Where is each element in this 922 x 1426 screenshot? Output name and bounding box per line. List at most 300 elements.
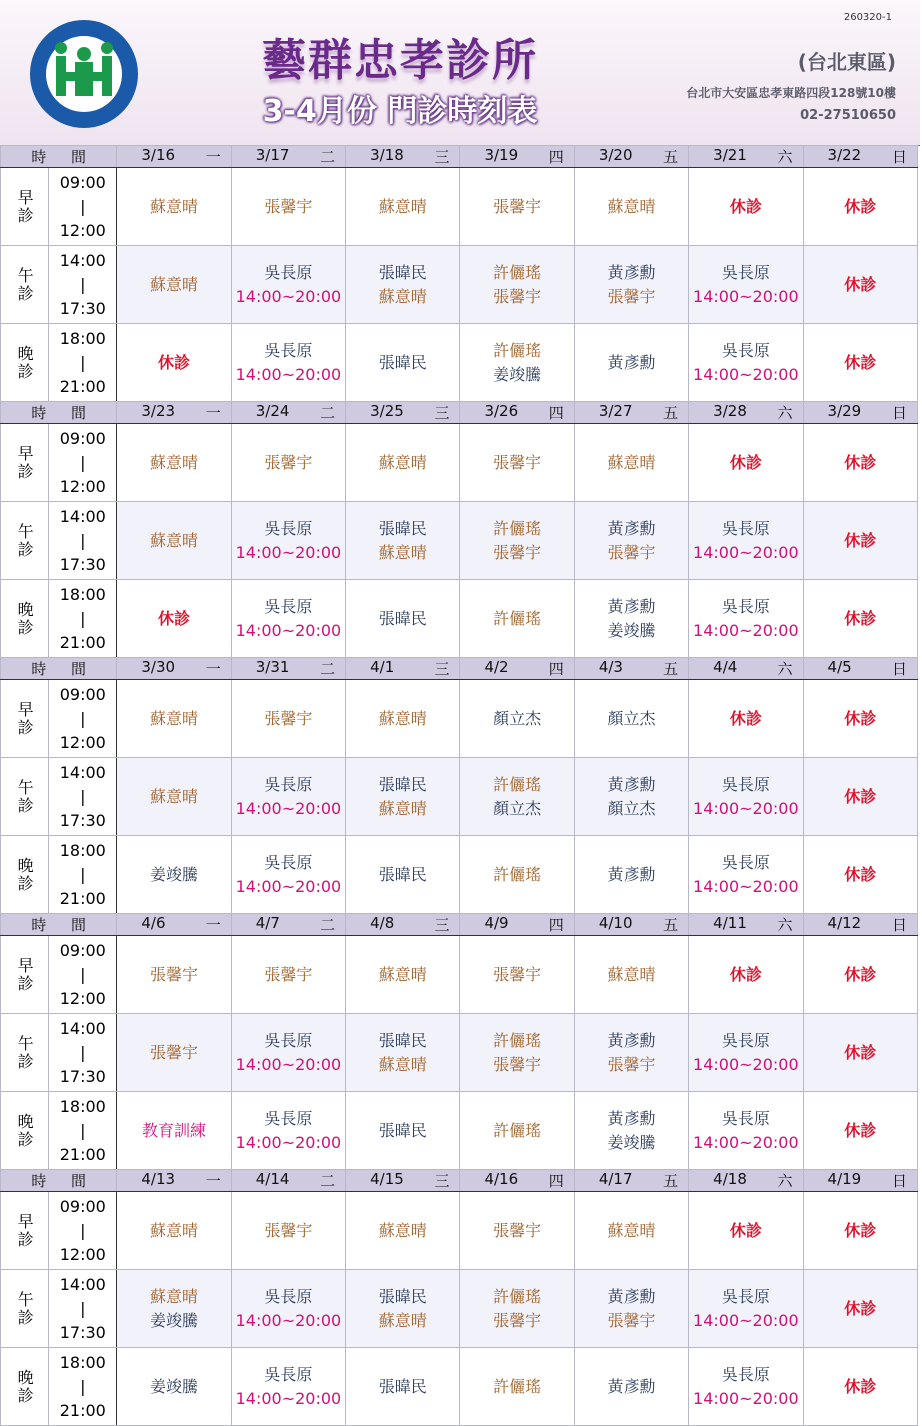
morning-session-row (1, 424, 918, 502)
doctor-name: 姜竣騰 (493, 364, 542, 384)
day-weekday: 一 (205, 660, 221, 678)
schedule-cell (346, 836, 460, 914)
doctor-name: 許儷瑤 (493, 340, 542, 360)
noon-session-row (1, 246, 918, 324)
time-column-header (1, 402, 117, 424)
schedule-cell (231, 168, 345, 246)
day-weekday: 四 (548, 1172, 564, 1190)
day-header (689, 658, 803, 680)
closed-label: 休診 (729, 1220, 762, 1240)
day-header (460, 1170, 574, 1192)
day-date: 4/16 (484, 1170, 519, 1188)
day-weekday: 六 (777, 916, 793, 934)
schedule-cell (346, 758, 460, 836)
session-sep: | (80, 708, 86, 728)
day-header (117, 146, 231, 168)
time-column-header (1, 658, 117, 680)
day-header (117, 1170, 231, 1192)
closed-label: 休診 (844, 964, 877, 984)
day-date: 4/7 (255, 914, 280, 932)
day-header (574, 914, 688, 936)
schedule-cell (689, 836, 803, 914)
schedule-cell (346, 680, 460, 758)
schedule-cell (803, 580, 917, 658)
session-label: 午診 (1, 502, 49, 580)
day-date: 4/13 (141, 1170, 176, 1188)
session-start: 18:00 (59, 584, 106, 604)
day-header (460, 402, 574, 424)
day-header (346, 402, 460, 424)
schedule-cell (689, 424, 803, 502)
day-weekday: 五 (663, 148, 679, 166)
day-date: 3/30 (141, 658, 176, 676)
schedule-cell (689, 758, 803, 836)
session-end: 12:00 (59, 220, 106, 240)
day-date: 4/15 (370, 1170, 404, 1188)
schedule-cell (689, 1014, 803, 1092)
day-date: 3/21 (713, 146, 747, 164)
schedule-cell (803, 936, 917, 1014)
schedule-cell (803, 1270, 917, 1348)
schedule-title: 3-4月份 門診時刻表 (262, 94, 538, 129)
day-date: 3/23 (141, 402, 176, 420)
schedule-cell (346, 1348, 460, 1426)
doctor-name: 蘇意晴 (378, 964, 427, 984)
doctor-name: 黃彥勳 (607, 596, 656, 616)
day-weekday: 二 (320, 404, 336, 422)
shift-hours: 14:00~20:00 (693, 542, 799, 562)
evening-session-row (1, 1092, 918, 1170)
schedule-cell (689, 246, 803, 324)
day-header (803, 402, 917, 424)
schedule-cell (689, 1270, 803, 1348)
doctor-name: 張馨宇 (493, 1220, 542, 1240)
doctor-name: 吳長原 (721, 340, 770, 360)
day-weekday: 三 (434, 148, 450, 166)
schedule-cell (346, 1270, 460, 1348)
day-date: 4/10 (598, 914, 633, 932)
day-date: 3/20 (598, 146, 633, 164)
doctor-name: 蘇意晴 (150, 1220, 199, 1240)
doctor-name: 吳長原 (721, 1364, 770, 1384)
day-header (231, 146, 345, 168)
day-weekday: 五 (663, 404, 679, 422)
doctor-name: 黃彥勳 (607, 518, 656, 538)
doctor-name: 吳長原 (264, 1364, 313, 1384)
schedule-cell (346, 168, 460, 246)
day-date: 3/29 (827, 402, 862, 420)
day-weekday: 四 (548, 916, 564, 934)
day-weekday: 一 (205, 148, 221, 166)
session-label: 晚診 (1, 1348, 49, 1426)
doctor-name: 顏立杰 (607, 708, 656, 728)
session-sep: | (80, 352, 86, 372)
day-header (803, 914, 917, 936)
doctor-name: 張馨宇 (264, 708, 313, 728)
day-weekday: 六 (777, 148, 793, 166)
session-end: 17:30 (59, 1322, 106, 1342)
day-date: 4/5 (827, 658, 852, 676)
day-date: 4/19 (827, 1170, 862, 1188)
doctor-name: 黃彥勳 (607, 1030, 656, 1050)
session-start: 18:00 (59, 840, 106, 860)
schedule-cell (117, 424, 231, 502)
doctor-name: 吳長原 (264, 1286, 313, 1306)
closed-label: 休診 (844, 352, 877, 372)
session-end: 17:30 (59, 298, 106, 318)
day-date: 3/17 (255, 146, 290, 164)
session-hours (49, 324, 117, 402)
day-weekday: 日 (891, 916, 907, 934)
doctor-name: 姜竣騰 (607, 620, 656, 640)
doctor-name: 許儷瑤 (493, 1376, 542, 1396)
doctor-name: 顏立杰 (493, 708, 542, 728)
clinic-phone: 02-27510650 (800, 108, 896, 123)
session-hours (49, 1348, 117, 1426)
day-header (689, 146, 803, 168)
session-end: 12:00 (59, 988, 106, 1008)
schedule-cell (574, 836, 688, 914)
doctor-name: 蘇意晴 (378, 196, 427, 216)
schedule-cell (689, 580, 803, 658)
closed-label: 休診 (844, 1220, 877, 1240)
session-end: 17:30 (59, 810, 106, 830)
day-date: 3/16 (141, 146, 176, 164)
doctor-name: 吳長原 (721, 1030, 770, 1050)
schedule-cell (346, 502, 460, 580)
schedule-cell (231, 936, 345, 1014)
closed-label: 休診 (729, 708, 762, 728)
schedule-cell (117, 1348, 231, 1426)
session-sep: | (80, 530, 86, 550)
schedule-cell (803, 502, 917, 580)
schedule-cell (231, 680, 345, 758)
schedule-cell (346, 936, 460, 1014)
doctor-name: 黃彥勳 (607, 864, 656, 884)
day-date: 3/27 (598, 402, 633, 420)
schedule-cell (346, 246, 460, 324)
shift-hours: 14:00~20:00 (235, 542, 342, 562)
doctor-name: 張暐民 (378, 1376, 427, 1396)
schedule-cell (117, 246, 231, 324)
session-end: 21:00 (59, 632, 106, 652)
schedule-cell (574, 680, 688, 758)
session-hours (49, 168, 117, 246)
shift-hours: 14:00~20:00 (693, 620, 799, 640)
session-sep: | (80, 1220, 86, 1240)
session-hours (49, 246, 117, 324)
schedule-cell (689, 1092, 803, 1170)
day-header (117, 402, 231, 424)
schedule-cell (346, 324, 460, 402)
schedule-cell (231, 1014, 345, 1092)
noon-session-row (1, 1014, 918, 1092)
schedule-cell (117, 580, 231, 658)
doctor-name: 張馨宇 (264, 452, 313, 472)
day-date: 3/28 (713, 402, 747, 420)
day-weekday: 日 (891, 404, 907, 422)
schedule-cell (117, 936, 231, 1014)
schedule-cell (574, 502, 688, 580)
shift-hours: 14:00~20:00 (235, 364, 342, 384)
day-header (689, 914, 803, 936)
schedule-cell (689, 1192, 803, 1270)
session-sep: | (80, 1376, 86, 1396)
schedule-cell (574, 1014, 688, 1092)
doctor-name: 蘇意晴 (378, 452, 427, 472)
doctor-name: 張馨宇 (607, 286, 656, 306)
doctor-name: 姜竣騰 (150, 864, 199, 884)
evening-session-row (1, 324, 918, 402)
doctor-name: 張暐民 (378, 1286, 427, 1306)
morning-session-row (1, 680, 918, 758)
doctor-name: 吳長原 (264, 596, 313, 616)
schedule-cell (231, 758, 345, 836)
region-label: (台北東區) (797, 50, 896, 74)
doctor-name: 許儷瑤 (493, 1120, 542, 1140)
session-hours (49, 758, 117, 836)
doctor-name: 張暐民 (378, 608, 427, 628)
shift-hours: 14:00~20:00 (693, 1388, 799, 1408)
doctor-name: 張馨宇 (607, 1310, 656, 1330)
day-date: 3/31 (255, 658, 290, 676)
doctor-name: 張馨宇 (150, 964, 199, 984)
closed-label: 休診 (158, 608, 191, 628)
schedule-cell (574, 580, 688, 658)
schedule-cell (803, 1192, 917, 1270)
closed-label: 休診 (844, 608, 877, 628)
day-weekday: 六 (777, 1172, 793, 1190)
document-code: 260320-1 (843, 12, 892, 23)
session-hours (49, 836, 117, 914)
closed-label: 休診 (844, 1298, 877, 1318)
session-sep: | (80, 786, 86, 806)
day-weekday: 三 (434, 404, 450, 422)
doctor-name: 吳長原 (264, 852, 313, 872)
day-header (460, 146, 574, 168)
doctor-name: 張暐民 (378, 262, 427, 282)
day-header (231, 402, 345, 424)
day-header (231, 914, 345, 936)
doctor-name: 顏立杰 (493, 798, 542, 818)
time-header-char: 時 (31, 404, 47, 422)
doctor-name: 吳長原 (721, 518, 770, 538)
day-weekday: 日 (891, 148, 907, 166)
session-end: 21:00 (59, 1144, 106, 1164)
day-weekday: 一 (205, 404, 221, 422)
schedule-cell (574, 936, 688, 1014)
schedule-cell (574, 1192, 688, 1270)
time-header-char: 時 (31, 916, 47, 934)
doctor-name: 蘇意晴 (607, 964, 656, 984)
day-header (117, 658, 231, 680)
session-label: 午診 (1, 1270, 49, 1348)
closed-label: 休診 (844, 530, 877, 550)
page-header (0, 0, 920, 146)
day-date: 3/25 (370, 402, 404, 420)
schedule-cell (689, 680, 803, 758)
closed-label: 休診 (158, 352, 191, 372)
session-label: 晚診 (1, 1092, 49, 1170)
schedule-cell (460, 936, 574, 1014)
doctor-name: 姜竣騰 (607, 1132, 656, 1152)
schedule-cell (574, 1270, 688, 1348)
schedule-cell (117, 680, 231, 758)
session-hours (49, 680, 117, 758)
schedule-cell (117, 836, 231, 914)
day-date: 4/11 (713, 914, 747, 932)
schedule-cell (460, 580, 574, 658)
session-sep: | (80, 196, 86, 216)
day-header (574, 146, 688, 168)
schedule-cell (803, 680, 917, 758)
day-header (460, 658, 574, 680)
session-sep: | (80, 1298, 86, 1318)
doctor-name: 蘇意晴 (378, 1310, 427, 1330)
doctor-name: 吳長原 (264, 518, 313, 538)
schedule-cell (803, 836, 917, 914)
noon-session-row (1, 1270, 918, 1348)
doctor-name: 許儷瑤 (493, 774, 542, 794)
day-date: 4/2 (484, 658, 509, 676)
day-header (803, 1170, 917, 1192)
session-label: 早診 (1, 1192, 49, 1270)
closed-label: 休診 (729, 196, 762, 216)
day-weekday: 五 (663, 1172, 679, 1190)
shift-hours: 14:00~20:00 (693, 798, 799, 818)
day-date: 4/3 (598, 658, 623, 676)
schedule-cell (574, 324, 688, 402)
session-sep: | (80, 452, 86, 472)
day-date: 4/8 (370, 914, 395, 932)
doctor-name: 張馨宇 (493, 196, 542, 216)
day-date: 3/22 (827, 146, 862, 164)
session-start: 14:00 (59, 1018, 106, 1038)
doctor-name: 黃彥勳 (607, 1376, 656, 1396)
day-weekday: 二 (320, 1172, 336, 1190)
schedule-cell (231, 836, 345, 914)
doctor-name: 許儷瑤 (493, 608, 542, 628)
doctor-name: 吳長原 (264, 1030, 313, 1050)
closed-label: 休診 (844, 452, 877, 472)
day-weekday: 四 (548, 404, 564, 422)
doctor-name: 黃彥勳 (607, 262, 656, 282)
day-weekday: 一 (205, 916, 221, 934)
session-start: 09:00 (59, 1196, 106, 1216)
doctor-name: 吳長原 (721, 774, 770, 794)
day-header (231, 1170, 345, 1192)
closed-label: 休診 (844, 1376, 877, 1396)
doctor-name: 吳長原 (721, 596, 770, 616)
day-weekday: 二 (320, 148, 336, 166)
doctor-name: 蘇意晴 (378, 286, 427, 306)
time-header-char: 間 (71, 1172, 87, 1190)
shift-hours: 14:00~20:00 (693, 364, 799, 384)
morning-session-row (1, 168, 918, 246)
doctor-name: 姜竣騰 (150, 1310, 199, 1330)
doctor-name: 張馨宇 (264, 196, 313, 216)
doctor-name: 張馨宇 (493, 286, 542, 306)
day-header (689, 402, 803, 424)
schedule-cell (460, 1270, 574, 1348)
schedule-cell (460, 1192, 574, 1270)
doctor-name: 蘇意晴 (150, 530, 199, 550)
day-header (460, 914, 574, 936)
session-hours (49, 1192, 117, 1270)
doctor-name: 蘇意晴 (378, 542, 427, 562)
closed-label: 休診 (844, 864, 877, 884)
session-label: 晚診 (1, 580, 49, 658)
schedule-cell (574, 758, 688, 836)
day-date: 3/19 (484, 146, 519, 164)
day-weekday: 三 (434, 916, 450, 934)
day-header (574, 402, 688, 424)
schedule-cell (346, 580, 460, 658)
doctor-name: 張馨宇 (150, 1042, 199, 1062)
doctor-name: 張馨宇 (264, 964, 313, 984)
schedule-cell (689, 936, 803, 1014)
schedule-cell (803, 324, 917, 402)
doctor-name: 蘇意晴 (607, 1220, 656, 1240)
day-weekday: 二 (320, 916, 336, 934)
schedule-cell (346, 1192, 460, 1270)
doctor-name: 蘇意晴 (378, 798, 427, 818)
day-date: 3/24 (255, 402, 290, 420)
doctor-name: 張馨宇 (493, 1054, 542, 1074)
day-weekday: 三 (434, 1172, 450, 1190)
schedule-cell (689, 502, 803, 580)
day-header (689, 1170, 803, 1192)
doctor-name: 張馨宇 (607, 542, 656, 562)
session-end: 21:00 (59, 1400, 106, 1420)
session-sep: | (80, 274, 86, 294)
schedule-cell (117, 168, 231, 246)
schedule-cell (460, 502, 574, 580)
schedule-cell (574, 424, 688, 502)
schedule-cell (460, 1092, 574, 1170)
time-header-char: 間 (71, 148, 87, 166)
day-date: 4/14 (255, 1170, 290, 1188)
day-date: 4/1 (370, 658, 395, 676)
shift-hours: 14:00~20:00 (693, 1054, 799, 1074)
time-header-char: 間 (71, 404, 87, 422)
schedule-cell (460, 836, 574, 914)
session-hours (49, 502, 117, 580)
schedule-cell (460, 1348, 574, 1426)
time-header-char: 時 (31, 148, 47, 166)
session-sep: | (80, 1120, 86, 1140)
session-end: 21:00 (59, 888, 106, 908)
session-hours (49, 424, 117, 502)
session-hours (49, 1092, 117, 1170)
doctor-name: 顏立杰 (607, 798, 656, 818)
schedule-cell (117, 324, 231, 402)
closed-label: 休診 (729, 452, 762, 472)
session-start: 18:00 (59, 328, 106, 348)
doctor-name: 蘇意晴 (150, 708, 199, 728)
schedule-table (0, 145, 918, 1426)
schedule-cell (231, 1092, 345, 1170)
week-header-row (1, 146, 918, 168)
day-date: 4/17 (598, 1170, 633, 1188)
shift-hours: 14:00~20:00 (235, 876, 342, 896)
doctor-name: 張馨宇 (493, 542, 542, 562)
doctor-name: 蘇意晴 (150, 196, 199, 216)
session-label: 午診 (1, 246, 49, 324)
closed-label: 休診 (844, 274, 877, 294)
doctor-name: 蘇意晴 (378, 1054, 427, 1074)
session-start: 18:00 (59, 1352, 106, 1372)
